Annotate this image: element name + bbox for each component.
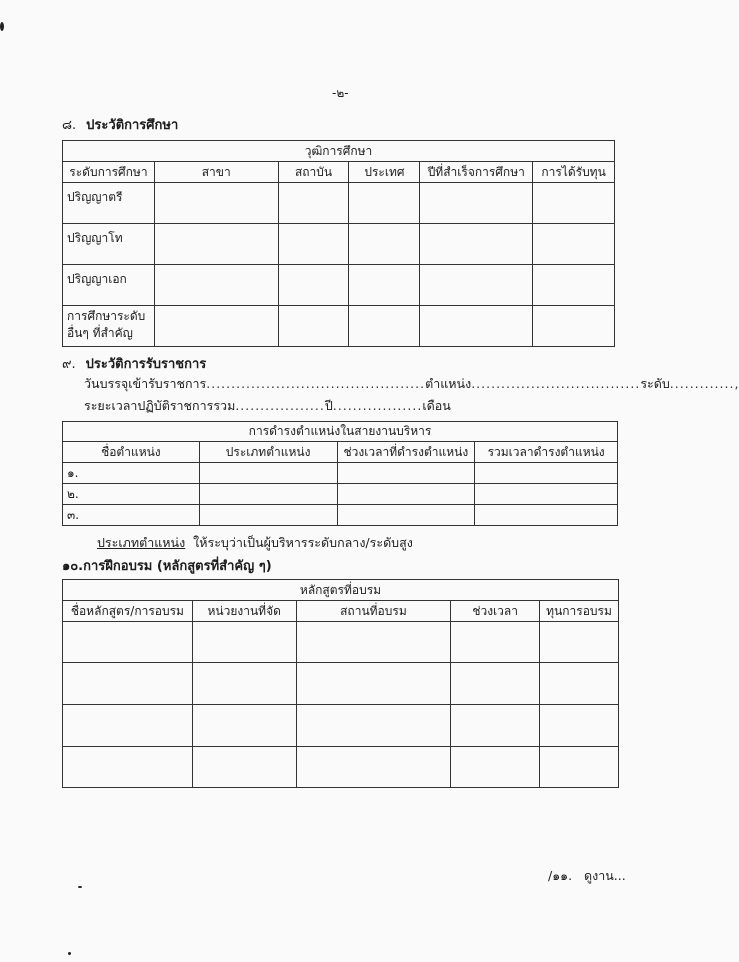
cell[interactable] bbox=[540, 705, 619, 747]
start-date-label: วันบรรจุเข้ารับราชการ bbox=[84, 376, 207, 391]
cell[interactable] bbox=[475, 505, 618, 526]
service-start-line bbox=[84, 374, 739, 394]
section-9-heading bbox=[62, 353, 206, 374]
cell[interactable] bbox=[63, 705, 193, 747]
row-label-other-line1: การศึกษาระดับ bbox=[67, 309, 146, 323]
cell[interactable] bbox=[533, 265, 615, 306]
cell[interactable] bbox=[451, 747, 540, 788]
admin-position-table bbox=[62, 421, 618, 526]
education-table bbox=[62, 140, 615, 347]
admin-table-title: การดำรงตำแหน่งในสายงานบริหาร bbox=[63, 422, 618, 442]
row-label-other bbox=[63, 306, 155, 347]
section-8-heading bbox=[62, 114, 178, 135]
col-training-place: สถานที่อบรม bbox=[296, 601, 451, 622]
row-label-other-line2: อื่นๆ ที่สำคัญ bbox=[67, 326, 133, 340]
cell[interactable] bbox=[349, 224, 420, 265]
position-label: ตำแหน่ง bbox=[425, 376, 472, 391]
table-row bbox=[63, 622, 619, 663]
col-scholarship: การได้รับทุน bbox=[533, 162, 615, 183]
education-table-title: วุฒิการศึกษา bbox=[63, 141, 615, 162]
cell[interactable] bbox=[349, 183, 420, 224]
cell[interactable] bbox=[192, 622, 296, 663]
cell[interactable] bbox=[540, 622, 619, 663]
cell[interactable] bbox=[420, 265, 533, 306]
cell[interactable] bbox=[63, 747, 193, 788]
service-duration-line bbox=[84, 396, 451, 416]
cell[interactable] bbox=[199, 505, 337, 526]
cell[interactable] bbox=[199, 463, 337, 484]
cell[interactable] bbox=[337, 484, 475, 505]
continuation-note: /๑๑. ดูงาน... bbox=[548, 868, 626, 883]
scan-speck bbox=[78, 886, 82, 888]
cell[interactable] bbox=[192, 747, 296, 788]
cell[interactable] bbox=[296, 705, 451, 747]
col-total-time: รวมเวลาดำรงตำแหน่ง bbox=[475, 442, 618, 463]
position-field[interactable]: .................................. bbox=[471, 376, 641, 391]
row-number-3: ๓. bbox=[63, 505, 200, 526]
cell[interactable] bbox=[533, 306, 615, 347]
cell[interactable] bbox=[337, 463, 475, 484]
cell[interactable] bbox=[278, 306, 349, 347]
row-label-master: ปริญญาโท bbox=[63, 224, 155, 265]
cell[interactable] bbox=[278, 183, 349, 224]
note-label: ประเภทตำแหน่ง bbox=[97, 535, 186, 550]
row-number-1: ๑. bbox=[63, 463, 200, 484]
col-training-fund: ทุนการอบรม bbox=[540, 601, 619, 622]
table-row bbox=[63, 484, 618, 505]
table-row bbox=[63, 224, 615, 265]
row-number-2: ๒. bbox=[63, 484, 200, 505]
cell[interactable] bbox=[540, 747, 619, 788]
cell[interactable] bbox=[420, 224, 533, 265]
cell[interactable] bbox=[349, 265, 420, 306]
cell[interactable] bbox=[296, 747, 451, 788]
table-row bbox=[63, 463, 618, 484]
cell[interactable] bbox=[154, 224, 278, 265]
cell[interactable] bbox=[451, 622, 540, 663]
cell[interactable] bbox=[192, 705, 296, 747]
page-number: -๒- bbox=[332, 86, 349, 100]
months-field[interactable]: .................. bbox=[332, 398, 423, 413]
col-graduation-year: ปีที่สำเร็จการศึกษา bbox=[420, 162, 533, 183]
duration-label: ระยะเวลาปฏิบัติราชการรวม bbox=[84, 398, 236, 413]
cell[interactable] bbox=[278, 265, 349, 306]
col-organizer: หน่วยงานที่จัด bbox=[192, 601, 296, 622]
cell[interactable] bbox=[533, 224, 615, 265]
training-table bbox=[62, 579, 619, 788]
col-major: สาขา bbox=[154, 162, 278, 183]
table-row bbox=[63, 183, 615, 224]
cell[interactable] bbox=[337, 505, 475, 526]
cell[interactable] bbox=[199, 484, 337, 505]
start-date-field[interactable]: ............................................ bbox=[206, 376, 426, 391]
scan-speck bbox=[68, 952, 71, 955]
section-9-title: ประวัติการรับราชการ bbox=[85, 357, 207, 372]
cell[interactable] bbox=[475, 484, 618, 505]
section-9-number: ๙. bbox=[62, 357, 76, 372]
cell[interactable] bbox=[475, 463, 618, 484]
cell[interactable] bbox=[420, 306, 533, 347]
years-label: ปี bbox=[324, 398, 333, 413]
level-field[interactable]: ............., bbox=[669, 376, 739, 391]
position-type-note bbox=[97, 533, 413, 553]
cell[interactable] bbox=[296, 622, 451, 663]
level-label: ระดับ bbox=[640, 376, 670, 391]
cell[interactable] bbox=[451, 663, 540, 705]
cell[interactable] bbox=[154, 306, 278, 347]
section-8-title: ประวัติการศึกษา bbox=[86, 118, 179, 133]
col-period: ช่วงเวลาที่ดำรงตำแหน่ง bbox=[337, 442, 475, 463]
scan-speck bbox=[0, 22, 4, 31]
col-institution: สถาบัน bbox=[278, 162, 349, 183]
table-row bbox=[63, 265, 615, 306]
cell[interactable] bbox=[154, 183, 278, 224]
cell[interactable] bbox=[63, 622, 193, 663]
months-label: เดือน bbox=[422, 398, 451, 413]
row-label-doctorate: ปริญญาเอก bbox=[63, 265, 155, 306]
cell[interactable] bbox=[420, 183, 533, 224]
col-training-period: ช่วงเวลา bbox=[451, 601, 540, 622]
section-8-number: ๘. bbox=[62, 118, 77, 133]
table-row bbox=[63, 306, 615, 347]
table-row bbox=[63, 747, 619, 788]
col-position-type: ประเภทตำแหน่ง bbox=[199, 442, 337, 463]
col-position-name: ชื่อตำแหน่ง bbox=[63, 442, 200, 463]
cell[interactable] bbox=[451, 705, 540, 747]
cell[interactable] bbox=[296, 663, 451, 705]
cell[interactable] bbox=[349, 306, 420, 347]
col-course-name: ชื่อหลักสูตร/การอบรม bbox=[63, 601, 193, 622]
col-country: ประเทศ bbox=[349, 162, 420, 183]
years-field[interactable]: .................. bbox=[235, 398, 325, 413]
col-education-level: ระดับการศึกษา bbox=[63, 162, 155, 183]
table-row bbox=[63, 505, 618, 526]
note-text: ให้ระบุว่าเป็นผู้บริหารระดับกลาง/ระดับสูง bbox=[193, 535, 413, 550]
training-table-title: หลักสูตรที่อบรม bbox=[63, 580, 619, 601]
table-row bbox=[63, 663, 619, 705]
cell[interactable] bbox=[154, 265, 278, 306]
cell[interactable] bbox=[278, 224, 349, 265]
cell[interactable] bbox=[192, 663, 296, 705]
section-10-heading: ๑๐.การฝึกอบรม (หลักสูตรที่สำคัญ ๆ) bbox=[62, 559, 272, 574]
cell[interactable] bbox=[533, 183, 615, 224]
cell[interactable] bbox=[63, 663, 193, 705]
table-row bbox=[63, 705, 619, 747]
cell[interactable] bbox=[540, 663, 619, 705]
row-label-bachelor: ปริญญาตรี bbox=[63, 183, 155, 224]
